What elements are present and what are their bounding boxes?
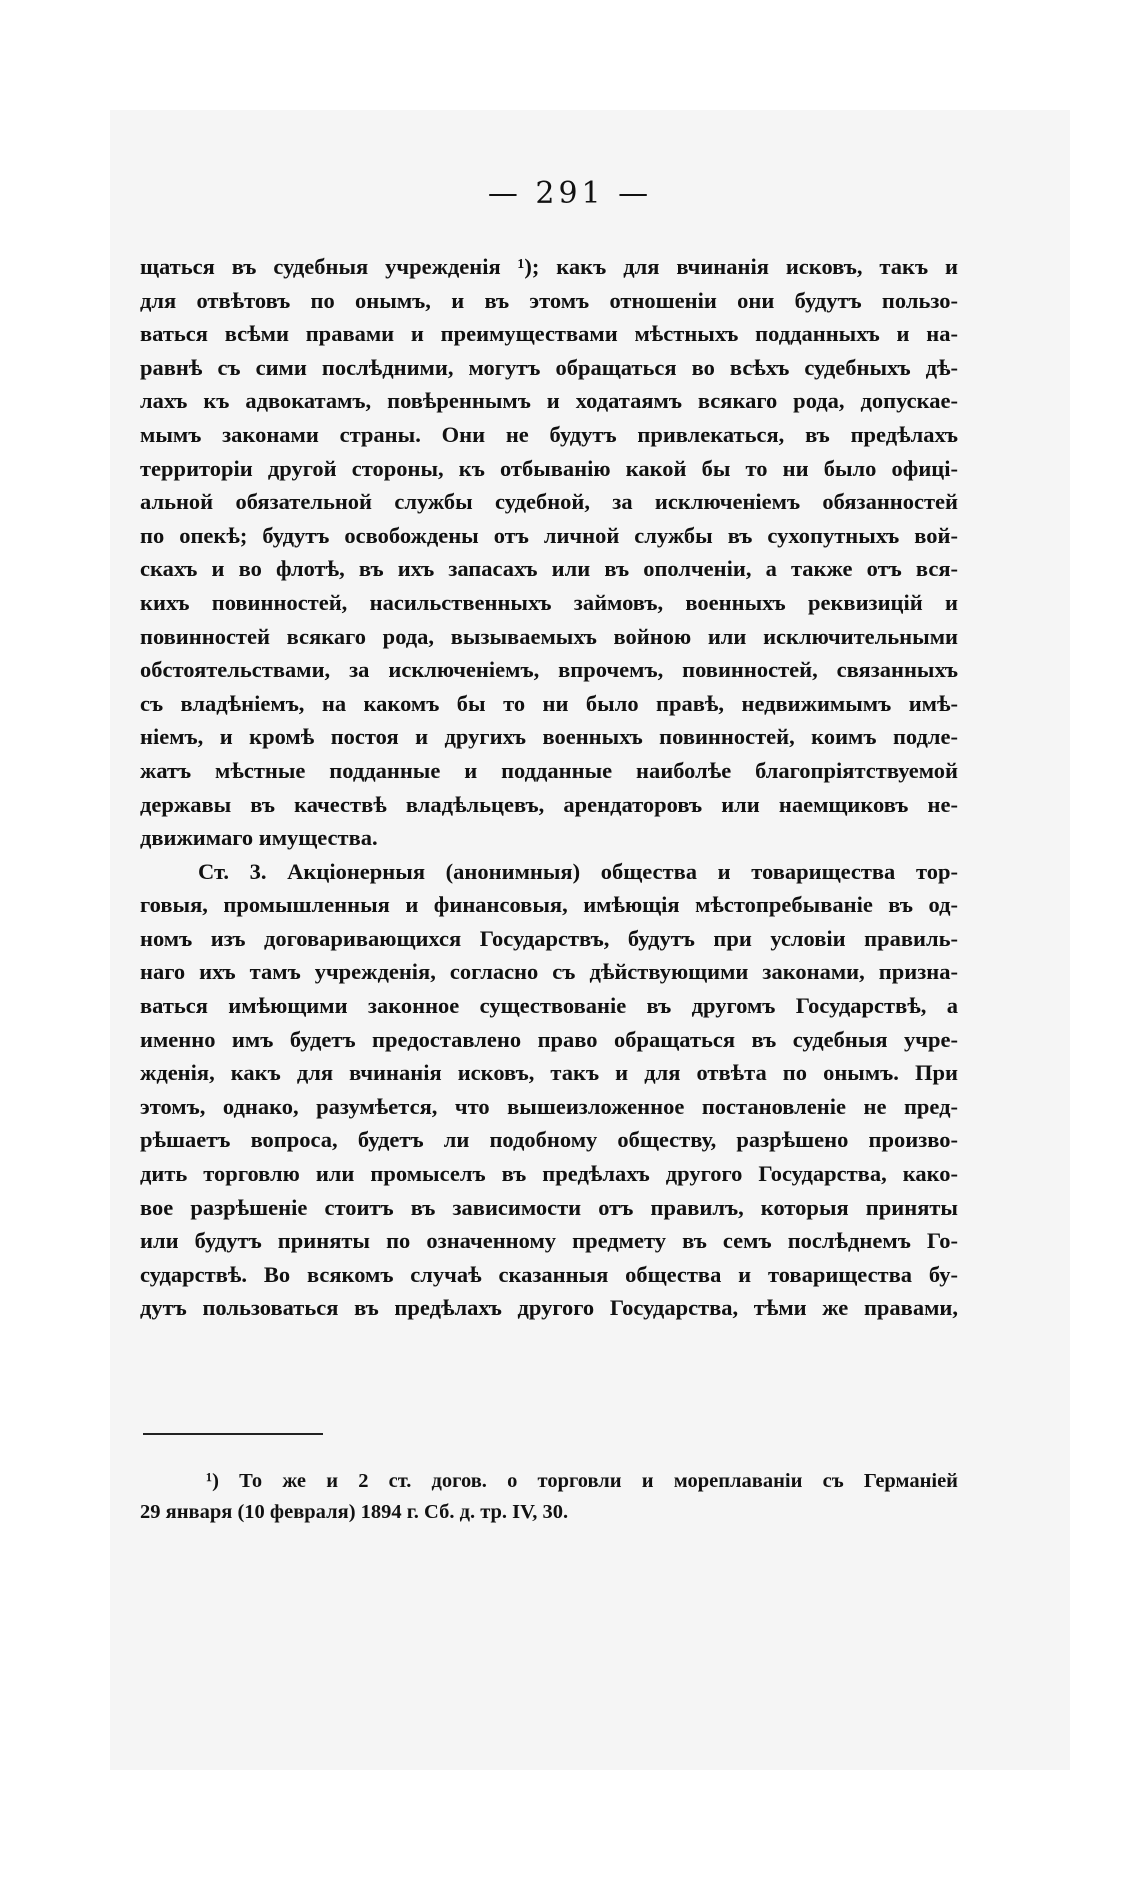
text-line: именно имъ будетъ предоставлено право обращаться въ судебныя учре- bbox=[140, 1026, 958, 1052]
text-line: рѣшаетъ вопроса, будетъ ли подобному обществу, разрѣшено произво- bbox=[140, 1127, 958, 1153]
article-heading-line: Ст. 3. Акціонерныя (анонимныя) общества и товарищества тор- bbox=[198, 858, 958, 884]
text-line: ваться имѣющими законное существованіе въ другомъ Государствѣ, а bbox=[140, 993, 958, 1019]
page-number: — 291 — bbox=[487, 176, 653, 211]
footnote bbox=[140, 1466, 958, 1528]
text-line: мымъ законами страны. Они не будутъ привлекаться, въ предѣлахъ bbox=[140, 421, 958, 447]
text-line: жденія, какъ для вчинанія исковъ, такъ и для отвѣта по онымъ. При bbox=[140, 1060, 958, 1086]
text-line: обстоятельствами, за исключеніемъ, впрочемъ, повинностей, связанныхъ bbox=[140, 657, 958, 683]
text-line: по опекѣ; будутъ освобождены отъ личной службы въ сухопутныхъ вой- bbox=[140, 522, 958, 548]
text-line: для отвѣтовъ по онымъ, и въ этомъ отношеніи они будутъ пользо- bbox=[140, 287, 958, 313]
text-line: съ владѣніемъ, на какомъ бы то ни было правѣ, недвижимымъ имѣ- bbox=[140, 690, 958, 716]
text-line: державы въ качествѣ владѣльцевъ, арендаторовъ или наемщиковъ не- bbox=[140, 791, 958, 817]
footnote-divider bbox=[143, 1433, 323, 1435]
text-line: ніемъ, и кромѣ постоя и другихъ военныхъ повинностей, коимъ подле- bbox=[140, 724, 958, 750]
footnote-line: ¹) То же и 2 ст. догов. о торговли и мореплаваніи съ Германіей bbox=[206, 1470, 958, 1492]
text-line: или будутъ приняты по означенному предмету въ семъ послѣднемъ Го- bbox=[140, 1228, 958, 1254]
text-line: движимаго имущества. bbox=[140, 825, 378, 851]
text-line: жатъ мѣстные подданные и подданные наиболѣе благопріятствуемой bbox=[140, 757, 958, 783]
text-line: щаться въ судебныя учрежденія ¹); какъ для вчинанія исковъ, такъ и bbox=[140, 254, 958, 279]
text-line: говыя, промышленныя и финансовыя, имѣющія мѣстопребываніе въ од- bbox=[140, 892, 958, 918]
text-line: этомъ, однако, разумѣется, что вышеизложенное постановленіе не пред- bbox=[140, 1093, 958, 1119]
text-line: наго ихъ тамъ учрежденія, согласно съ дѣйствующими законами, призна- bbox=[140, 959, 958, 985]
text-line: повинностей всякаго рода, вызываемыхъ войною или исключительными bbox=[140, 623, 958, 649]
text-line: дить торговлю или промыселъ въ предѣлахъ другого Государства, како- bbox=[140, 1161, 958, 1187]
text-line: лахъ къ адвокатамъ, повѣреннымъ и ходатаямъ всякаго рода, допускае- bbox=[140, 388, 958, 414]
text-line: сударствѣ. Во всякомъ случаѣ сказанныя общества и товарищества бу- bbox=[140, 1261, 958, 1287]
text-line: равнѣ съ сими послѣдними, могутъ обращаться во всѣхъ судебныхъ дѣ- bbox=[140, 354, 958, 380]
footnote-line: 29 января (10 февраля) 1894 г. Сб. д. тр. IV, 30. bbox=[140, 1501, 569, 1523]
text-line: территоріи другой стороны, къ отбыванію какой бы то ни было офиці- bbox=[140, 455, 958, 481]
text-line: номъ изъ договаривающихся Государствъ, будутъ при условіи правиль- bbox=[140, 925, 958, 951]
text-line: кихъ повинностей, насильственныхъ займовъ, военныхъ реквизицій и bbox=[140, 589, 958, 615]
text-line: скахъ и во флотѣ, въ ихъ запасахъ или въ ополченіи, а также отъ вся- bbox=[140, 556, 958, 582]
text-line: ваться всѣми правами и преимуществами мѣстныхъ подданныхъ и на- bbox=[140, 321, 958, 347]
text-line: вое разрѣшеніе стоитъ въ зависимости отъ правилъ, которыя приняты bbox=[140, 1194, 958, 1220]
body-text bbox=[140, 250, 958, 1325]
text-line: дутъ пользоваться въ предѣлахъ другого Государства, тѣми же правами, bbox=[140, 1295, 958, 1321]
text-line: альной обязательной службы судебной, за исключеніемъ обязанностей bbox=[140, 489, 958, 515]
